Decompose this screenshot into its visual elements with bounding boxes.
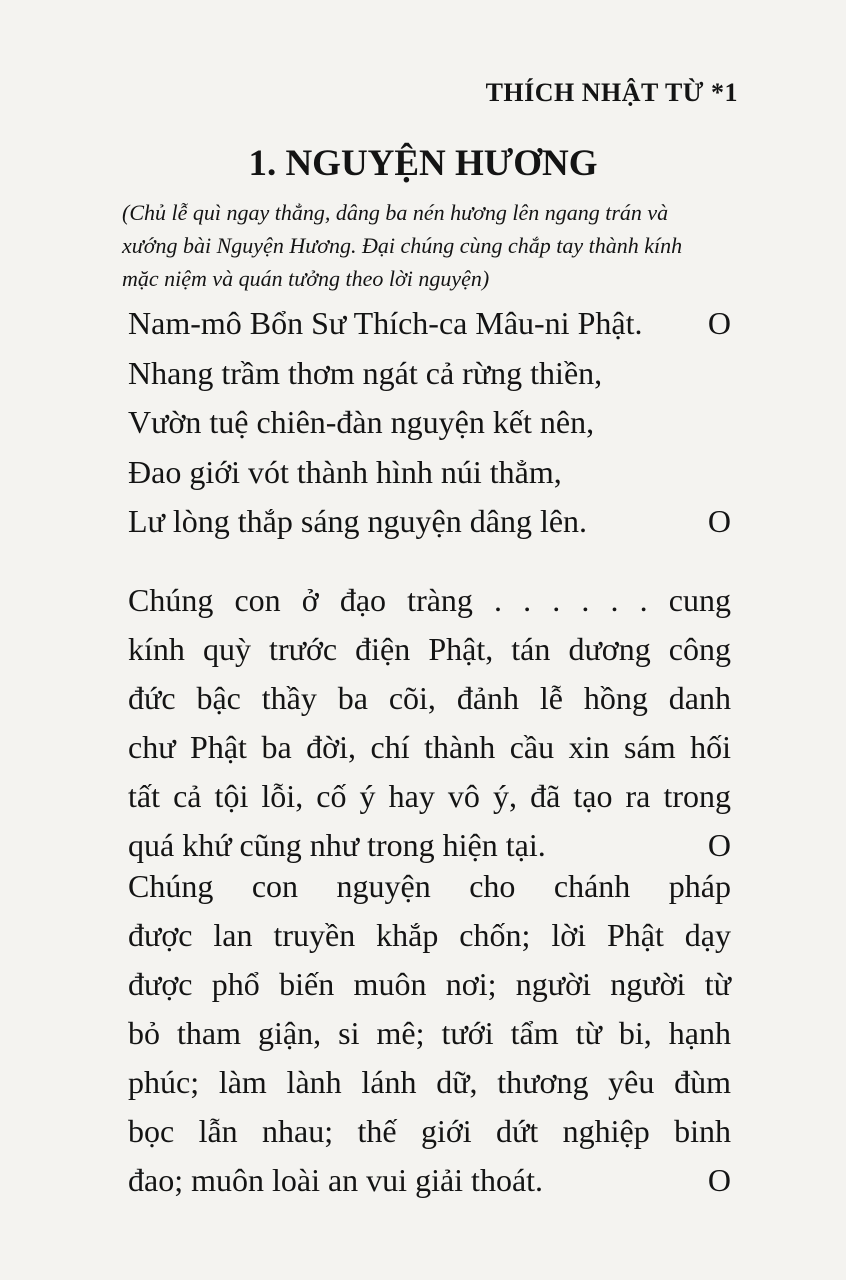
verse-text: Nhang trầm thơm ngát cả rừng thiền, [128,354,603,391]
bell-mark: O [707,503,731,539]
instruction-line: xướng bài Nguyện Hương. Đại chúng cùng chắp tay thành kính [122,233,683,258]
paragraph-line: Chúng con ở đạo tràng . . . . . . cung [128,582,731,618]
verse-text: Lư lòng thắp sáng nguyện dâng lên. [128,503,588,539]
section-title: 1. NGUYỆN HƯƠNG [248,143,598,184]
paragraph-line: bọc lẫn nhau; thế giới dứt nghiệp binh [128,1113,731,1149]
paragraph-line: đức bậc thầy ba cõi, đảnh lễ hồng danh [128,680,731,716]
paragraph-vow [128,862,731,1205]
instruction-line: (Chủ lễ quì ngay thẳng, dâng ba nén hương lên ngang trán và [122,200,669,225]
paragraph-line: Chúng con nguyện cho chánh pháp [128,868,731,904]
bell-mark: O [707,827,731,863]
paragraph-line: quá khứ cũng như trong hiện tại. [128,827,546,863]
paragraph-line: đao; muôn loài an vui giải thoát. [128,1162,544,1198]
paragraph-line: phúc; làm lành lánh dữ, thương yêu đùm [128,1064,731,1100]
verse-line [128,497,731,547]
paragraph-line: được lan truyền khắp chốn; lời Phật dạy [128,917,731,953]
instruction-line: mặc niệm và quán tưởng theo lời nguyện) [122,266,490,291]
verse-line [128,398,731,448]
paragraph-line: bỏ tham giận, si mê; tưới tẩm từ bi, hạnh [128,1015,731,1051]
verse-text: Đao giới vót thành hình núi thẳm, [128,453,562,490]
paragraph-line: kính quỳ trước điện Phật, tán dương công [128,631,731,667]
instruction-note [122,196,742,295]
verse-line [128,299,731,349]
running-header: THÍCH NHẬT TỪ *1 [485,78,738,107]
bell-mark: O [707,1162,731,1198]
verse-line [128,349,731,399]
verse-block [128,299,731,547]
verse-line [128,448,731,498]
paragraph-line: được phổ biến muôn nơi; người người từ [128,966,731,1002]
paragraph-line: chư Phật ba đời, chí thành cầu xin sám hối [128,729,731,765]
verse-text: Vườn tuệ chiên-đàn nguyện kết nên, [128,404,595,440]
paragraph-repentance [128,576,731,870]
verse-text: Nam-mô Bổn Sư Thích-ca Mâu-ni Phật. [128,305,643,341]
paragraph-line: tất cả tội lỗi, cố ý hay vô ý, đã tạo ra trong [128,778,731,814]
bell-mark: O [707,305,731,341]
paragraph-last-line [128,1156,731,1205]
